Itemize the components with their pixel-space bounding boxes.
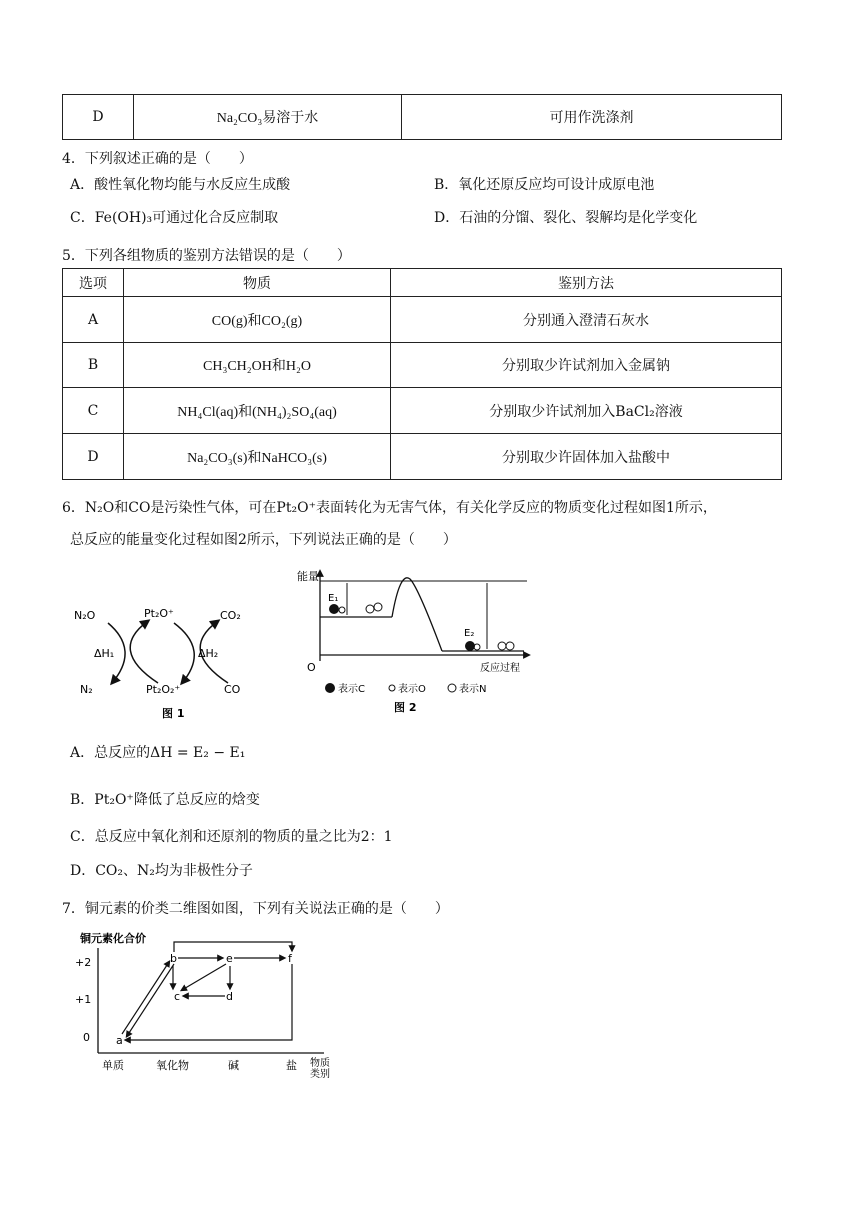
q4-option-b: B．氧化还原反应均可设计成原电池 xyxy=(434,177,655,193)
table-header-row xyxy=(63,269,782,297)
label-pt2o: Pt₂O⁺ xyxy=(144,607,174,620)
q7-valence-category-chart xyxy=(72,928,352,1078)
q3-table-tail xyxy=(62,94,782,140)
fig2-e2: E₂ xyxy=(464,628,475,639)
label-dh1: ΔH₁ xyxy=(94,647,115,660)
header-option: 选项 xyxy=(63,269,124,297)
table-row xyxy=(63,434,782,480)
x-tick-elem: 单质 xyxy=(102,1059,124,1072)
point-d: d xyxy=(226,990,233,1003)
y-axis-label: 铜元素化合价 xyxy=(80,932,146,945)
q6-option-d: D．CO₂、N₂均为非极性分子 xyxy=(70,863,253,879)
label-dh2: ΔH₂ xyxy=(198,647,219,660)
q4-stem: 4．下列叙述正确的是（ ） xyxy=(62,151,253,167)
q6-option-a: A．总反应的ΔH = E₂ − E₁ xyxy=(70,745,246,761)
legend-c: 表示C xyxy=(338,684,365,695)
label-n2: N₂ xyxy=(80,683,93,696)
use-cell: 可用作洗涤剂 xyxy=(402,95,782,140)
x-tick-oxide: 氧化物 xyxy=(156,1059,189,1072)
row-substance: NH₄Cl(aq)和(NH₄)₂SO₄(aq) xyxy=(124,388,391,434)
row-option: A xyxy=(63,297,124,343)
point-b: b xyxy=(170,952,177,965)
x-axis-label-1: 物质 xyxy=(310,1058,330,1069)
fig2-xlabel: 反应过程 xyxy=(480,663,520,674)
q6-option-b: B．Pt₂O⁺降低了总反应的焓变 xyxy=(70,792,260,808)
y-tick-plus2: +2 xyxy=(75,956,92,969)
table-row xyxy=(63,343,782,388)
row-label: D xyxy=(63,95,134,140)
x-axis-label-2: 类别 xyxy=(310,1069,330,1078)
fig2-e1: E₁ xyxy=(328,593,339,604)
q7-stem: 7．铜元素的价类二维图如图，下列有关说法正确的是（ ） xyxy=(62,901,449,917)
point-c-oxide: c xyxy=(174,990,181,1003)
figure-2-caption: 图 2 xyxy=(394,701,417,714)
row-option: D xyxy=(63,434,124,480)
row-method: 分别通入澄清石灰水 xyxy=(391,297,782,343)
q6-option-c: C．总反应中氧化剂和还原剂的物质的量之比为2：1 xyxy=(70,829,393,845)
label-n2o: N₂O xyxy=(74,609,96,622)
header-method: 鉴别方法 xyxy=(391,269,782,297)
point-a: a xyxy=(116,1034,123,1047)
figure-1-cycle xyxy=(70,595,265,730)
label-co2: CO₂ xyxy=(220,609,241,622)
row-substance: CO(g)和CO₂(g) xyxy=(124,297,391,343)
row-method: 分别取少许固体加入盐酸中 xyxy=(391,434,782,480)
label-pt2o2: Pt₂O₂⁺ xyxy=(146,683,181,696)
x-tick-base: 碱 xyxy=(228,1059,239,1072)
row-method: 分别取少许试剂加入金属钠 xyxy=(391,343,782,388)
row-substance: CH₃CH₂OH和H₂O xyxy=(124,343,391,388)
row-option: C xyxy=(63,388,124,434)
legend-o: 表示O xyxy=(398,684,426,695)
row-method: 分别取少许试剂加入BaCl₂溶液 xyxy=(391,388,782,434)
point-e: e xyxy=(226,952,233,965)
fig2-origin: O xyxy=(307,661,316,674)
y-tick-zero: 0 xyxy=(83,1031,90,1044)
table-row xyxy=(63,388,782,434)
figure-2-energy-diagram xyxy=(292,563,537,723)
label-co: CO xyxy=(224,683,241,696)
row-option: B xyxy=(63,343,124,388)
y-tick-plus1: +1 xyxy=(75,993,92,1006)
legend-n: 表示N xyxy=(459,684,487,695)
table-row xyxy=(63,297,782,343)
substance-cell: Na₂CO₃易溶于水 xyxy=(134,95,402,140)
figure-1-caption: 图 1 xyxy=(162,707,185,720)
q4-option-a: A．酸性氧化物均能与水反应生成酸 xyxy=(70,177,291,193)
q4-option-c: C．Fe(OH)₃可通过化合反应制取 xyxy=(70,210,279,226)
q5-table xyxy=(62,268,782,480)
q6-stem-line1: 6．N₂O和CO是污染性气体，可在Pt₂O⁺表面转化为无害气体，有关化学反应的物质变化过程如图1所示， xyxy=(62,500,717,516)
q5-stem: 5．下列各组物质的鉴别方法错误的是（ ） xyxy=(62,248,351,264)
fig2-ylabel: 能量 xyxy=(297,570,319,583)
header-substance: 物质 xyxy=(124,269,391,297)
q4-option-d: D．石油的分馏、裂化、裂解均是化学变化 xyxy=(434,210,698,226)
point-f: f xyxy=(288,952,292,965)
q6-stem-line2: 总反应的能量变化过程如图2所示，下列说法正确的是（ ） xyxy=(70,532,457,548)
x-tick-salt: 盐 xyxy=(286,1059,297,1072)
row-substance: Na₂CO₃(s)和NaHCO₃(s) xyxy=(124,434,391,480)
